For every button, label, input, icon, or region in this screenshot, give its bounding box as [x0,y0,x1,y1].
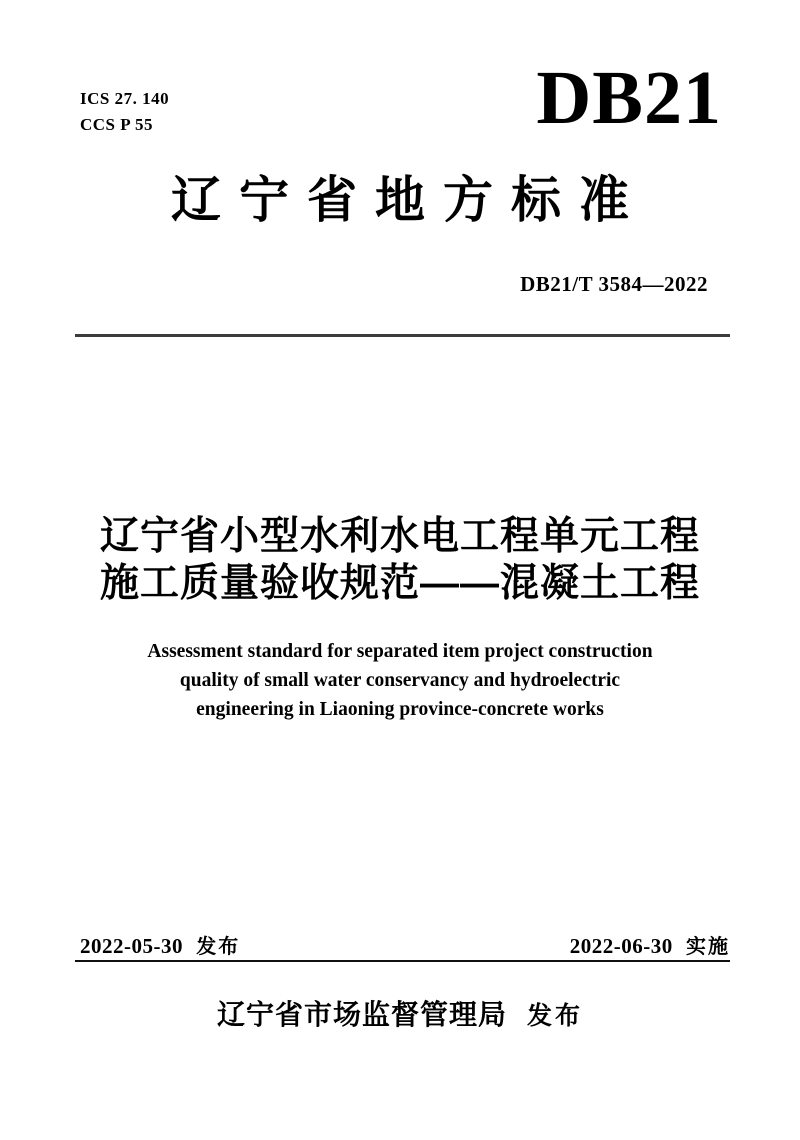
title-cn-line1: 辽宁省小型水利水电工程单元工程 [99,515,700,558]
document-title-english [0,637,800,724]
title-en-line2: quality of small water conservancy and hydroelectric [179,670,621,691]
implement-date-label: 实施 [686,936,730,958]
ics-code: ICS 27. 140 [80,89,170,108]
standard-code: DB21/T 3584—2022 [520,272,708,296]
issue-date-label: 发布 [196,936,241,958]
issue-date-item [80,930,240,959]
title-en-line3: engineering in Liaoning province-concrete works [196,699,604,720]
classification-codes [80,86,169,138]
standard-category-title: 辽宁省地方标准 [171,172,647,228]
db21-logo: DB21 [536,56,722,140]
title-en-line1: Assessment standard for separated item project construction [147,641,653,662]
header-divider-line [75,334,730,337]
implement-date: 2022-06-30 [569,934,673,958]
publisher-issue-label: 发布 [527,1002,584,1030]
publisher-name: 辽宁省市场监督管理局 [216,1000,507,1031]
document-title-chinese [0,513,800,607]
publisher-row [0,993,800,1033]
title-cn-line2: 施工质量验收规范——混凝土工程 [99,562,700,605]
dates-row [80,930,730,959]
footer-divider-line [75,960,730,962]
issue-date: 2022-05-30 [80,934,183,958]
ccs-code: CCS P 55 [80,115,153,134]
implement-date-item [570,930,730,959]
